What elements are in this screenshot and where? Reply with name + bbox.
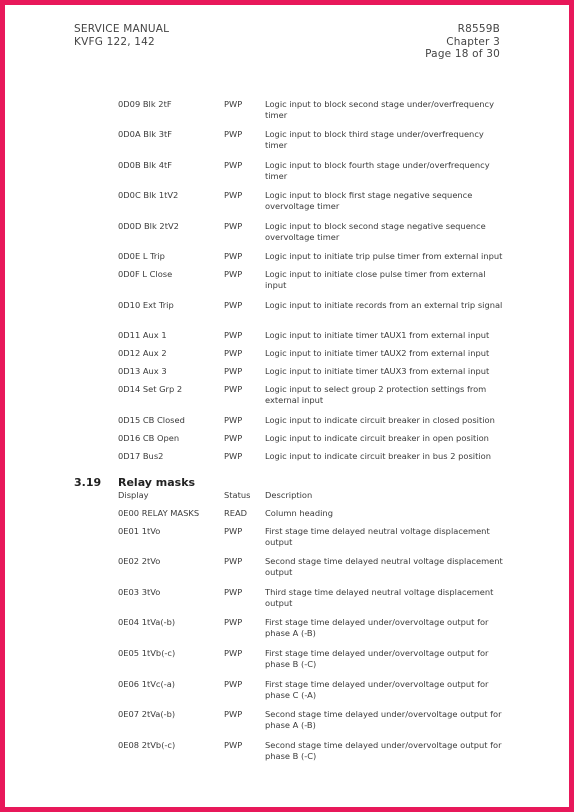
cell-display: 0E01 1tVo [118, 526, 161, 536]
cell-display: 0D16 CB Open [118, 433, 180, 443]
cell-description: Second stage time delayed under/overvoltage output for phase B (-C) [265, 740, 502, 761]
cell-display: 0D0E L Trip [118, 251, 165, 261]
cell-description: Logic input to initiate timer tAUX3 from external input [265, 366, 490, 376]
cell-display: 0E00 RELAY MASKS [118, 508, 200, 518]
cell-display: 0E03 3tVo [118, 587, 161, 597]
cell-status: PWP [224, 556, 243, 566]
cell-description: First stage time delayed under/overvoltage output for phase B (-C) [265, 648, 489, 669]
cell-description: Logic input to initiate timer tAUX2 from external input [265, 348, 490, 358]
cell-description: Logic input to initiate records from an external trip signal [265, 300, 503, 310]
manual-page [5, 5, 569, 807]
cell-description: Logic input to indicate circuit breaker in bus 2 position [265, 451, 491, 461]
cell-status: READ [224, 508, 248, 518]
cell-description: First stage time delayed under/overvoltage output for phase A (-B) [265, 617, 489, 638]
cell-status: PWP [224, 617, 243, 627]
cell-status: PWP [224, 709, 243, 719]
cell-description: Logic input to initiate timer tAUX1 from external input [265, 330, 490, 340]
cell-description: Logic input to initiate close pulse timer from external input [265, 269, 486, 290]
page-number: Page 18 of 30 [425, 48, 500, 60]
cell-description: Third stage time delayed neutral voltage displacement output [265, 587, 494, 608]
cell-display: 0D15 CB Closed [118, 415, 185, 425]
cell-status: PWP [224, 300, 243, 310]
cell-display: 0D0D Blk 2tV2 [118, 221, 179, 231]
cell-description: Logic input to block second stage under/overfrequency timer [265, 99, 495, 120]
cell-status: PWP [224, 190, 243, 200]
cell-status: PWP [224, 348, 243, 358]
cell-status: PWP [224, 433, 243, 443]
cell-status: PWP [224, 251, 243, 261]
cell-status: PWP [224, 269, 243, 279]
cell-description: Logic input to select group 2 protection settings from external input [265, 384, 487, 405]
cell-display: 0D11 Aux 1 [118, 330, 167, 340]
header-left [74, 23, 169, 48]
cell-display: 0D17 Bus2 [118, 451, 164, 461]
cell-description: Second stage time delayed neutral voltage displacement output [265, 556, 503, 577]
cell-display: 0E02 2tVo [118, 556, 161, 566]
column-header-status: Status [224, 490, 251, 500]
cell-display: 0D0A Blk 3tF [118, 129, 173, 139]
column-header-display: Display [118, 490, 149, 500]
product-code: KVFG 122, 142 [74, 35, 155, 48]
cell-status: PWP [224, 740, 243, 750]
cell-display: 0E08 2tVb(-c) [118, 740, 176, 750]
cell-display: 0D10 Ext Trip [118, 300, 174, 310]
cell-display: 0E05 1tVb(-c) [118, 648, 176, 658]
cell-description: Logic input to block third stage under/overfrequency timer [265, 129, 484, 150]
cell-description: First stage time delayed neutral voltage displacement output [265, 526, 490, 547]
cell-display: 0D14 Set Grp 2 [118, 384, 183, 394]
cell-status: PWP [224, 526, 243, 536]
cell-status: PWP [224, 679, 243, 689]
chapter-label: Chapter 3 [446, 35, 500, 48]
cell-status: PWP [224, 160, 243, 170]
cell-description: Second stage time delayed under/overvoltage output for phase A (-B) [265, 709, 502, 730]
cell-display: 0D09 Blk 2tF [118, 99, 172, 109]
cell-status: PWP [224, 366, 243, 376]
cell-description: Logic input to initiate trip pulse timer from external input [265, 251, 503, 261]
section-title: Relay masks [118, 476, 196, 489]
document-number: R8559B [457, 23, 500, 35]
section-number: 3.19 [74, 476, 102, 489]
cell-description: First stage time delayed under/overvoltage output for phase C (-A) [265, 679, 489, 700]
cell-display: 0D0C Blk 1tV2 [118, 190, 179, 200]
cell-description: Column heading [265, 508, 333, 518]
cell-status: PWP [224, 384, 243, 394]
column-header-description: Description [265, 490, 313, 500]
cell-display: 0E06 1tVc(-a) [118, 679, 176, 689]
cell-display: 0E07 2tVa(-b) [118, 709, 176, 719]
cell-description: Logic input to block first stage negative sequence overvoltage timer [265, 190, 473, 211]
cell-status: PWP [224, 648, 243, 658]
cell-status: PWP [224, 415, 243, 425]
cell-display: 0E04 1tVa(-b) [118, 617, 176, 627]
cell-status: PWP [224, 451, 243, 461]
cell-description: Logic input to indicate circuit breaker in closed position [265, 415, 495, 425]
cell-display: 0D13 Aux 3 [118, 366, 167, 376]
cell-status: PWP [224, 330, 243, 340]
cell-description: Logic input to indicate circuit breaker in open position [265, 433, 489, 443]
cell-description: Logic input to block second stage negative sequence overvoltage timer [265, 221, 486, 242]
cell-display: 0D12 Aux 2 [118, 348, 167, 358]
cell-display: 0D0F L Close [118, 269, 173, 279]
cell-description: Logic input to block fourth stage under/overfrequency timer [265, 160, 490, 181]
cell-status: PWP [224, 221, 243, 231]
manual-title: SERVICE MANUAL [74, 23, 170, 35]
cell-display: 0D0B Blk 4tF [118, 160, 173, 170]
cell-status: PWP [224, 99, 243, 109]
cell-status: PWP [224, 587, 243, 597]
cell-status: PWP [224, 129, 243, 139]
header-right [425, 23, 500, 61]
